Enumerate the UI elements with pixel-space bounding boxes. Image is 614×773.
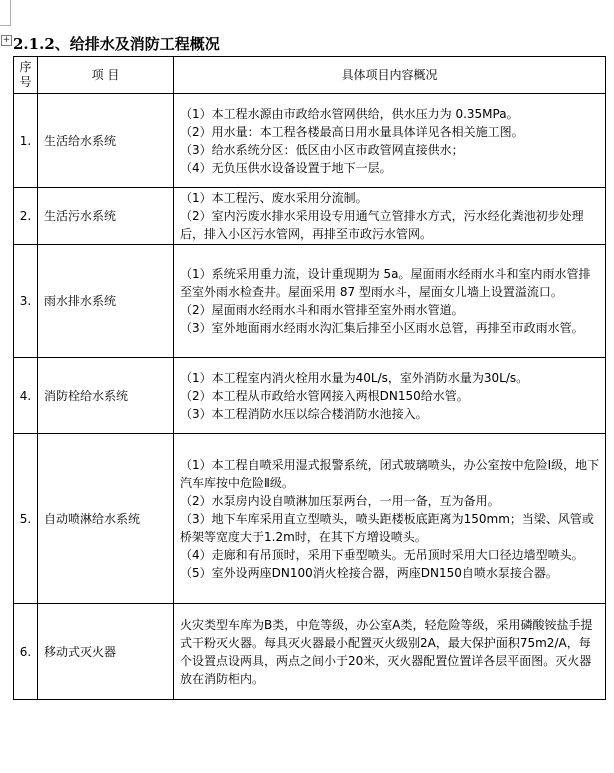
row-desc (174, 358, 606, 434)
row-desc (174, 434, 606, 604)
row-item: 消防栓给水系统 (38, 358, 174, 434)
row-item: 生活给水系统 (38, 94, 174, 188)
header-no: 序号 (14, 57, 38, 94)
row-desc (174, 604, 606, 700)
row-no: 5. (14, 434, 38, 604)
row-no: 4. (14, 358, 38, 434)
page-corner-mark-vertical (10, 0, 11, 26)
desc-line: （1）本工程室内消火栓用水量为40L/s，室外消防水量为30L/s。 (180, 370, 529, 385)
row-item: 雨水排水系统 (38, 245, 174, 358)
page-corner-mark-horizontal (0, 25, 10, 26)
table-row (14, 604, 606, 700)
desc-line: （2）屋面雨水经雨水斗和雨水管排至室外雨水管道。 (180, 303, 464, 317)
desc-line: （4）走廊和有吊顶时，采用下垂型喷头。无吊顶时采用大口径边墙型喷头。 (180, 547, 584, 562)
row-desc (174, 94, 606, 188)
desc-line: 火灾类型车库为B类，中危等级，办公室A类，轻危险等级，采用磷酸铵盐手提式干粉灭火器。每具灭火器最小配置灭火级别2A，最大保护面积75m2/A，每个设置点设两具，两点之间小于20米，灭火器配置位置详各层平面图。灭火器放在消防柜内。 (180, 617, 593, 686)
water-fire-overview-table (13, 56, 606, 700)
desc-line: （2）用水量：本工程各楼最高日用水量具体详见各相关施工图。 (180, 124, 524, 139)
table-row (14, 245, 606, 358)
desc-line: （1）系统采用重力流，设计重现期为 5a。屋面雨水经雨水斗和室内雨水管排至室外雨水检查井。屋面采用 87 型雨水斗，屋面女儿墙上设置溢流口。 (180, 267, 591, 299)
desc-line: （1）本工程自喷采用湿式报警系统，闭式玻璃喷头，办公室按中危险Ⅰ级，地下汽车库按中危险Ⅱ级。 (180, 457, 600, 490)
row-item: 自动喷淋给水系统 (38, 434, 174, 604)
desc-line: （2）本工程从市政给水管网接入两根DN150给水管。 (180, 388, 469, 403)
table-row (14, 188, 606, 245)
desc-line: （1）本工程污、废水采用分流制。 (180, 191, 368, 205)
row-desc (174, 245, 606, 358)
table-header-row (14, 57, 606, 94)
row-item: 移动式灭火器 (38, 604, 174, 700)
table-row (14, 94, 606, 188)
desc-line: （3）本工程消防水压以综合楼消防水池接入。 (180, 406, 428, 421)
desc-line: （3）室外地面雨水经雨水沟汇集后排至小区雨水总管，再排至市政雨水管。 (180, 321, 584, 335)
header-item: 项 目 (38, 57, 174, 94)
desc-line: （4）无负压供水设备设置于地下一层。 (180, 160, 392, 175)
row-no: 1. (14, 94, 38, 188)
row-no: 6. (14, 604, 38, 700)
desc-line: （3）给水系统分区：低区由小区市政管网直接供水； (180, 142, 464, 157)
desc-line: （5）室外设两座DN100消火栓接合器，两座DN150自喷水泵接合器。 (180, 565, 558, 580)
row-no: 3. (14, 245, 38, 358)
desc-line: （2）水泵房内设自喷淋加压泵两台，一用一备，互为备用。 (180, 493, 500, 508)
row-no: 2. (14, 188, 38, 245)
desc-line: （3）地下车库采用直立型喷头，喷头距楼板底距离为150mm；当梁、风管或桥架等宽度大于1.2m时，在其下方增设喷头。 (180, 511, 594, 544)
header-desc: 具体项目内容概况 (174, 57, 606, 94)
desc-line: （1）本工程水源由市政给水管网供给，供水压力为 0.35MPa。 (180, 106, 519, 121)
table-row (14, 358, 606, 434)
section-title: 2.1.2、给排水及消防工程概况 (13, 35, 220, 53)
desc-line: （2）室内污废水排水采用设专用通气立管排水方式，污水经化粪池初步处理后，排入小区污水管网，再排至市政污水管网。 (180, 209, 584, 241)
row-item: 生活污水系统 (38, 188, 174, 245)
table-row (14, 434, 606, 604)
row-desc (174, 188, 606, 245)
table-move-handle-icon[interactable]: + (2, 35, 11, 45)
